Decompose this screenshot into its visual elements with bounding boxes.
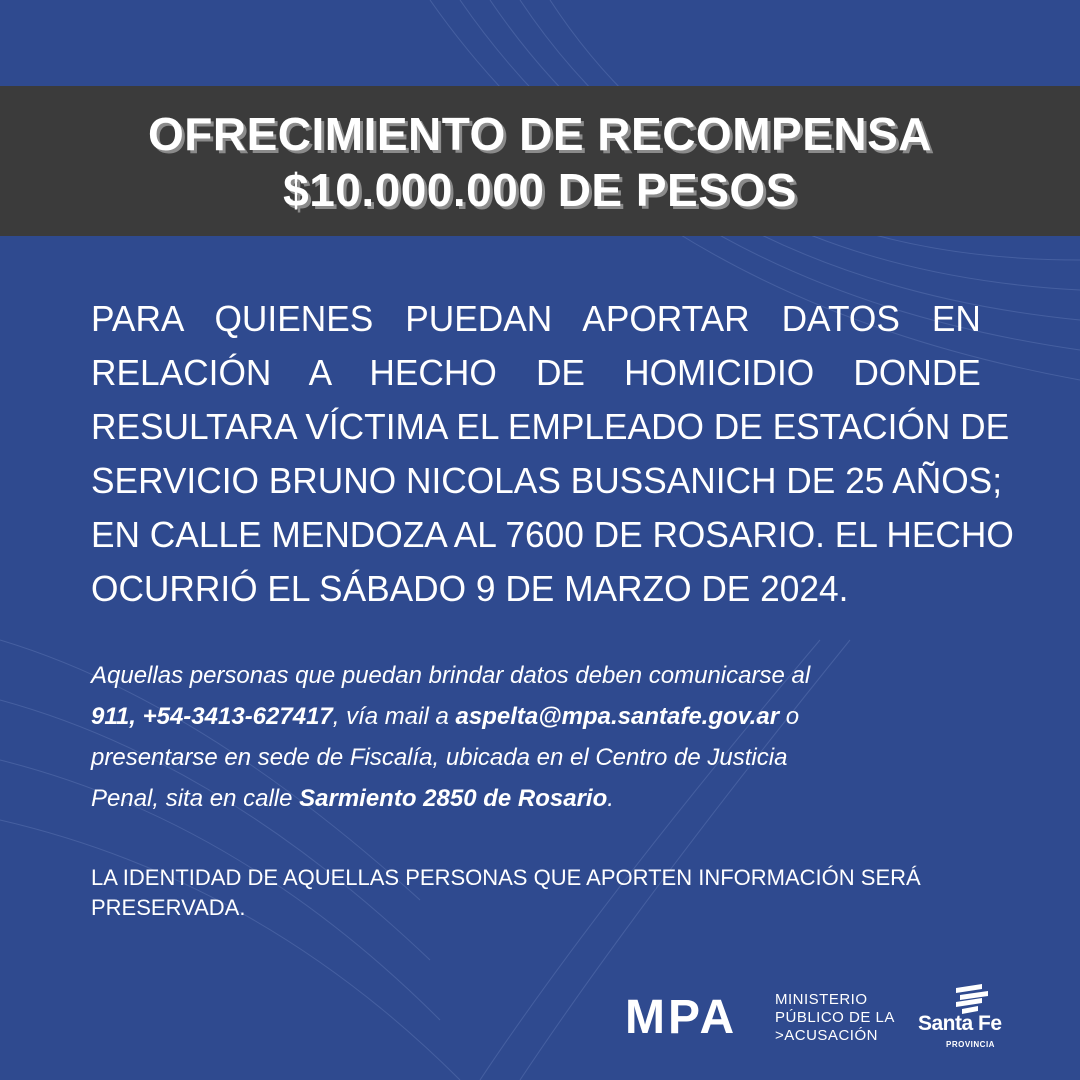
announcement-line: SERVICIO BRUNO NICOLAS BUSSANICH DE 25 AÑOS; [91, 460, 1003, 501]
contact-intro: Aquellas personas que puedan brindar datos deben comunicarse al [91, 662, 811, 689]
mpa-line: MINISTERIO [775, 991, 868, 1008]
phone-numbers[interactable]: 911, +54-3413-627417 [91, 703, 333, 730]
announcement-line: OCURRIÓ EL SÁBADO 9 DE MARZO DE 2024. [91, 568, 849, 609]
contact-info [91, 655, 991, 819]
contact-line4-prefix: Penal, sita en calle [91, 785, 300, 812]
contact-line3: presentarse en sede de Fiscalía, ubicada en el Centro de Justicia [91, 744, 788, 771]
identity-notice: LA IDENTIDAD DE AQUELLAS PERSONAS QUE APORTEN INFORMACIÓN SERÁ PRESERVADA. [91, 865, 921, 920]
announcement-line: EN CALLE MENDOZA AL 7600 DE ROSARIO. EL HECHO [91, 514, 1014, 555]
announcement-line: RELACIÓN A HECHO DE HOMICIDIO DONDE [91, 352, 981, 393]
announcement-line: PARA QUIENES PUEDAN APORTAR DATOS EN [91, 298, 981, 339]
santafe-subtitle: PROVINCIA [946, 1040, 995, 1049]
email-link[interactable]: aspelta@mpa.santafe.gov.ar [455, 703, 780, 730]
announcement-line: RESULTARA VÍCTIMA EL EMPLEADO DE ESTACIÓN DE [91, 406, 1010, 447]
contact-line4-suffix: . [607, 785, 614, 812]
mpa-line: PÚBLICO DE LA [775, 1009, 895, 1026]
mail-suffix: o [779, 703, 800, 730]
santafe-logo: Santa Fe [918, 1012, 1002, 1035]
page-title: OFRECIMIENTO DE RECOMPENSA [148, 108, 932, 160]
main-announcement [91, 292, 1014, 616]
santafe-emblem-icon [952, 984, 992, 1014]
mail-prefix: , vía mail a [332, 703, 456, 730]
address: Sarmiento 2850 de Rosario [299, 785, 608, 812]
mpa-line: >ACUSACIÓN [775, 1027, 878, 1044]
mpa-logo: MPA [625, 991, 738, 1044]
reward-amount: $10.000.000 DE PESOS [283, 164, 797, 216]
mpa-subtitle [775, 991, 895, 1045]
